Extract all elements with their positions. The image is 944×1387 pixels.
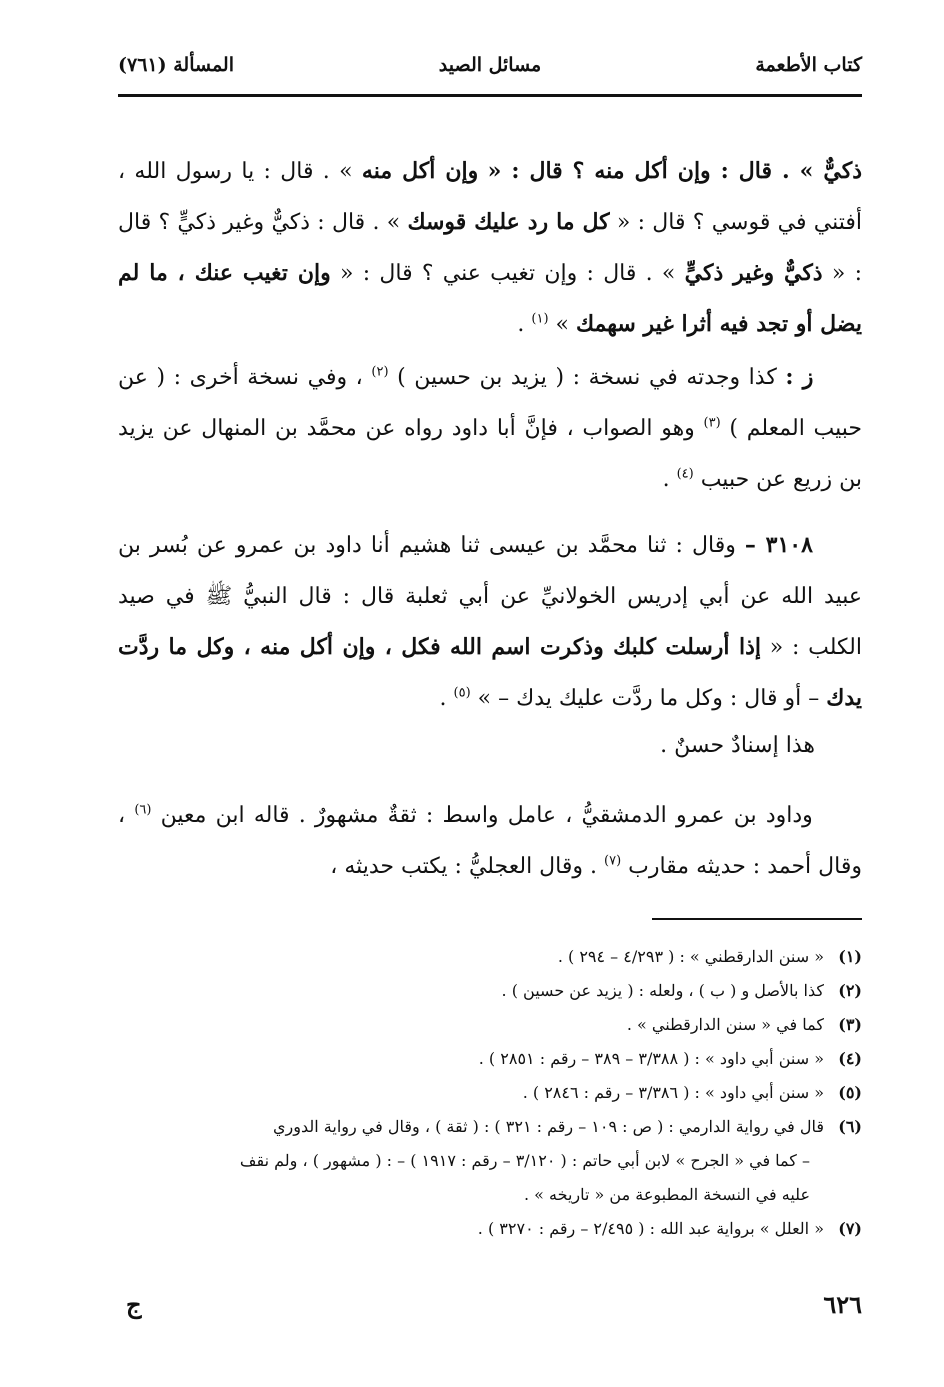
p5-text-1: وداود بن عمرو الدمشقيُّ ، عامل واسط : ثقةٌ مشهورٌ . قاله ابن معين [160, 803, 813, 828]
footnote-4 [118, 1042, 862, 1076]
p1-end: . [517, 312, 525, 337]
footnote-2 [118, 974, 862, 1008]
footnote-ref-6: (٦) [134, 802, 152, 818]
footnote-text: – كما في « الجرح » لابن أبي حاتم : ( ٣/١٢٠ – رقم : ١٩١٧ ) – : ( مشهور ) ، ولم نقف [239, 1151, 810, 1170]
p3-text-2: – أو قال : وكل ما ردَّت عليك يدك – » [477, 686, 820, 711]
p1-text-2: » . قال : يا رسول الله ، أفتني في قوسي ؟ قال : « [118, 159, 862, 235]
paragraph-5 [118, 790, 862, 892]
paragraph-2 [118, 352, 862, 505]
footnote-text: قال في رواية الدارمي : ( ص : ١٠٩ – رقم : ٣٢١ ) : ( ثقة ) ، وقال في رواية الدوري [273, 1117, 824, 1136]
footnote-ref-4: (٤) [676, 466, 694, 482]
footnote-divider [652, 918, 862, 920]
p4-text: هذا إسنادٌ حسنٌ . [660, 733, 815, 758]
footnote-text: « سنن أبي داود » : ( ٣/٣٨٦ – رقم : ٢٨٤٦ ) . [522, 1083, 824, 1102]
p3-quote: إذا أرسلت كلبك وذكرت اسم الله فكل ، وإن أكل منه ، وكل ما ردَّت يدك [118, 634, 862, 711]
footnote-number: (٥) [838, 1083, 862, 1102]
running-header [118, 48, 862, 88]
p1-quote-1: وإن أكل منه [361, 158, 479, 184]
footnote-ref-7: (٧) [604, 853, 622, 869]
p1-quote-3: ذكيٌّ وغير ذكيٍّ [684, 260, 823, 286]
footnotes [118, 940, 862, 1246]
p1-quote-2: كل ما رد عليك قوسك [407, 209, 610, 235]
p3-end: . [439, 686, 447, 711]
footnote-6 [118, 1110, 862, 1144]
footnote-text: كذا بالأصل و ( ب ) ، ولعله : ( يزيد عن حسين ) . [501, 981, 824, 1000]
footnote-1 [118, 940, 862, 974]
book-title: كتاب الأطعمة [755, 54, 862, 76]
signature-mark: ج [126, 1290, 142, 1319]
p2-end: . [662, 467, 670, 492]
footnote-text: كما في « سنن الدارقطني » . [626, 1015, 824, 1034]
footnote-6-continued [118, 1178, 862, 1212]
footnote-number: (٢) [838, 981, 862, 1000]
p5-text-3: . وقال العجليُّ : يكتب حديثه ، [330, 854, 597, 879]
footnote-ref-5: (٥) [453, 685, 471, 701]
hadith-number: ٣١٠٨ – [744, 532, 813, 558]
footnote-ref-3: (٣) [703, 415, 721, 431]
p5-text-2: ، وقال أحمد : حديثه مقارب [118, 803, 862, 879]
paragraph-3 [118, 520, 862, 724]
editor-mark: ز : [785, 364, 814, 390]
paragraph-4 [118, 720, 862, 771]
page-footer [118, 1290, 862, 1330]
paragraph-1 [118, 146, 862, 350]
footnote-number: (٧) [838, 1219, 862, 1238]
footnote-ref-1: (١) [531, 311, 549, 327]
p1-text-5: » [555, 312, 570, 337]
p1-text-4: » . قال : وإن تغيب عني ؟ قال : « [340, 261, 676, 286]
footnote-number: (٤) [838, 1049, 862, 1068]
footnote-number: (٣) [838, 1015, 862, 1034]
issue-number: المسألة (٧٦١) [118, 54, 234, 76]
chapter-title: مسائل الصيد [438, 54, 542, 76]
header-divider [118, 94, 862, 97]
footnote-ref-2: (٢) [371, 364, 389, 380]
footnote-text: « العلل » برواية عبد الله : ( ٢/٤٩٥ – رقم : ٣٢٧٠ ) . [477, 1219, 824, 1238]
footnote-5 [118, 1076, 862, 1110]
footnote-6-continued [118, 1144, 862, 1178]
footnote-text: عليه في النسخة المطبوعة من « تاريخه » . [524, 1185, 810, 1204]
page-number: ٦٢٦ [823, 1290, 862, 1319]
p1-text-1: ذكيٌّ » . قال : وإن أكل منه ؟ قال : « [487, 158, 862, 184]
footnote-7 [118, 1212, 862, 1246]
p3-text-1: وقال : ثنا محمَّد بن عيسى ثنا هشيم أنا داود بن عمرو عن بُسر بن عبيد الله عن أبي إدريس الخولانيِّ عن أبي ثعلبة قال : قال النبيُّ ﷺ في صيد الكلب : « [118, 533, 862, 660]
p1-quote-4: وإن تغيب عنك ، ما لم يضل أو تجد فيه أثرا غير سهمك [118, 260, 862, 337]
footnote-text: « سنن أبي داود » : ( ٣/٣٨٨ – ٣٨٩ – رقم : ٢٨٥١ ) . [478, 1049, 824, 1068]
footnote-text: « سنن الدارقطني » : ( ٤/٢٩٣ – ٢٩٤ ) . [557, 947, 824, 966]
footnote-3 [118, 1008, 862, 1042]
p2-text-3: وهو الصواب ، فإنَّ أبا داود رواه عن محمَّد بن المنهال عن يزيد بن زريع عن حبيب [118, 416, 862, 492]
p1-text-3: » . قال : ذكيٌّ وغير ذكيٍّ ؟ قال : « [118, 210, 863, 286]
footnote-number: (١) [838, 947, 862, 966]
footnote-number: (٦) [838, 1117, 862, 1136]
p2-text-1: كذا وجدته في نسخة : ( يزيد بن حسين ) [397, 365, 777, 390]
p2-text-2: ، وفي نسخة أخرى : ( عن حبيب المعلم ) [118, 365, 863, 441]
